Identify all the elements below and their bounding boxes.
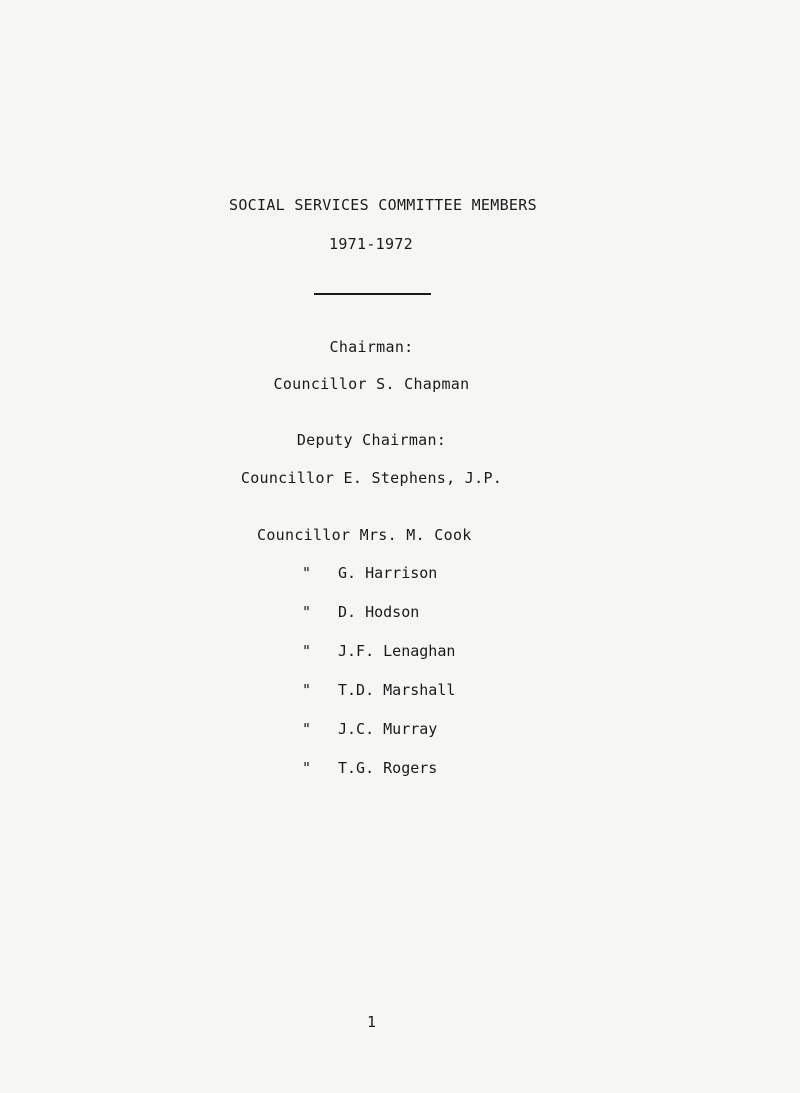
member-name: T.D. Marshall [338, 681, 456, 699]
member-cook: Councillor Mrs. M. Cook [257, 526, 472, 544]
document-title: SOCIAL SERVICES COMMITTEE MEMBERS [229, 196, 537, 214]
ditto-mark: " [302, 720, 312, 738]
chairman-heading: Chairman: [329, 338, 414, 356]
document-years: 1971-1972 [329, 235, 413, 253]
member-name: J.C. Murray [338, 720, 438, 738]
member-name: G. Harrison [338, 564, 438, 582]
page-number: 1 [367, 1013, 377, 1031]
deputy-chairman-heading: Deputy Chairman: [296, 431, 447, 449]
deputy-chairman-name: Councillor E. Stephens, J.P. [240, 469, 503, 487]
member-name: D. Hodson [338, 603, 420, 621]
chairman-name: Councillor S. Chapman [273, 375, 470, 393]
title-underline [314, 293, 431, 295]
member-name: J.F. Lenaghan [338, 642, 456, 660]
ditto-mark: " [302, 759, 312, 777]
member-name: T.G. Rogers [338, 759, 438, 777]
ditto-mark: " [302, 681, 312, 699]
ditto-mark: " [302, 642, 312, 660]
ditto-mark: " [302, 603, 312, 621]
ditto-mark: " [302, 564, 312, 582]
